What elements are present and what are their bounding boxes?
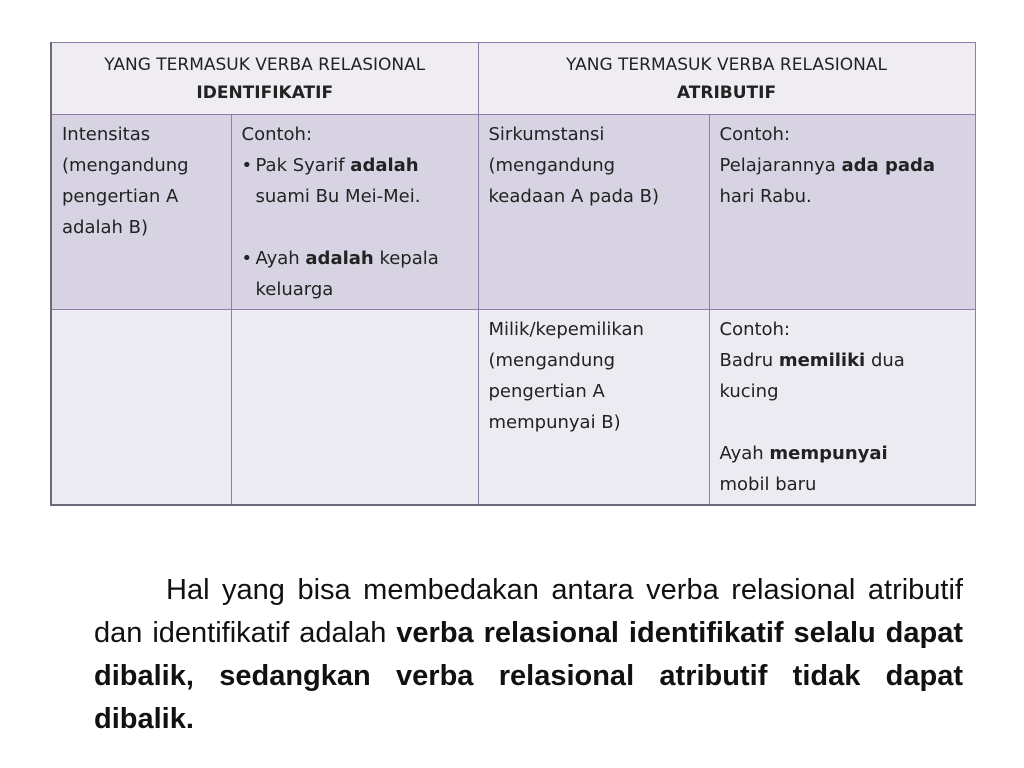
table-row [51,310,975,506]
ident-category-line: pengertian A [62,186,179,207]
example-post2: kucing [719,381,779,402]
ident-category-line: adalah B) [62,217,149,238]
ident-example-label: Contoh: [241,124,313,145]
example-verb: ada pada [841,155,936,176]
example-pre: Pelajarannya [719,155,842,176]
ident-category-line: Intensitas [62,124,151,145]
attr-category-line: keadaan A pada B) [488,186,660,207]
example-post: kepala [373,248,439,269]
attr-example-label: Contoh: [719,124,791,145]
example-post: dua [865,350,905,371]
bullet-icon: • [241,155,253,176]
example-pre: Ayah [719,443,770,464]
example-verb: mempunyai [769,443,888,464]
conclusion-paragraph [94,569,963,741]
attr-example-cell [709,310,975,506]
example-verb: memiliki [778,350,866,371]
example-verb: adalah [350,155,419,176]
attr-example-cell [709,115,975,310]
ident-category-cell [51,115,231,310]
empty-cell [51,310,231,506]
example-post2: keluarga [255,279,334,300]
header-identifikatif-line1: YANG TERMASUK VERBA RELASIONAL [104,55,426,75]
empty-cell [231,310,478,506]
attr-example-line [720,438,965,469]
attr-category-line: (mengandung [488,155,616,176]
example-pre: Badru [719,350,779,371]
example-post: mobil baru [719,474,817,495]
ident-example-item [242,243,468,305]
bullet-icon: • [241,248,253,269]
header-atributif-line2: ATRIBUTIF [676,83,777,103]
header-identifikatif [51,43,478,115]
attr-category-line: mempunyai B) [488,412,621,433]
ident-example-item [242,150,468,212]
attr-example-line [720,150,965,181]
paragraph-bold-text: verba relasional identifikatif selalu dapat dibalik, sedangkan verba relasional atributif tidak dapat dibalik. [94,617,964,735]
attr-category-cell [478,310,709,506]
example-pre: Pak Syarif [255,155,351,176]
ident-example-cell [231,115,478,310]
header-identifikatif-line2: IDENTIFIKATIF [196,83,334,103]
attr-category-line: pengertian A [488,381,605,402]
attr-category-cell [478,115,709,310]
paragraph-normal-text: Hal yang bisa membedakan antara verba relasional atributif dan identifikatif adalah [94,574,963,649]
header-atributif [478,43,975,115]
attr-example-line [720,345,965,376]
attr-category-line: Milik/kepemilikan [488,319,644,340]
header-atributif-line1: YANG TERMASUK VERBA RELASIONAL [566,55,887,75]
example-verb: adalah [305,248,374,269]
verba-relasional-table [50,42,976,506]
table-header-row [51,43,975,115]
attr-category-line: (mengandung [488,350,616,371]
attr-category-line: Sirkumstansi [488,124,605,145]
example-post: hari Rabu. [719,186,812,207]
example-post: suami Bu Mei-Mei. [255,186,421,207]
example-pre: Ayah [255,248,306,269]
table-row [51,115,975,310]
ident-category-line: (mengandung [62,155,189,176]
attr-example-label: Contoh: [719,319,791,340]
